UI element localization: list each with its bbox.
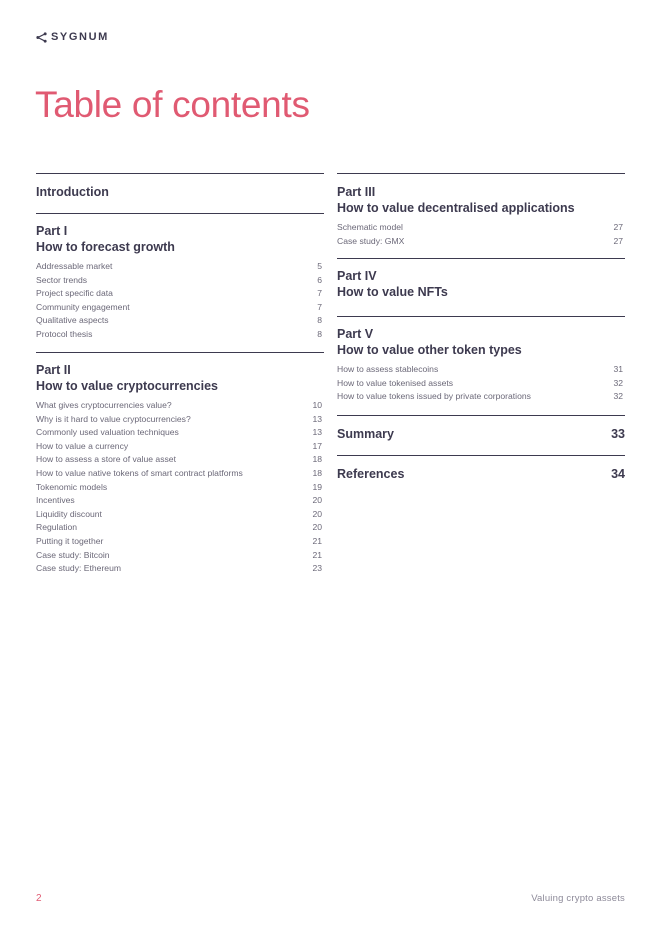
toc-item[interactable]: Commonly used valuation techniques 13 [36, 427, 322, 438]
toc-item[interactable]: Sector trends 6 [36, 274, 322, 285]
toc-left-column [36, 173, 324, 576]
toc-section-introduction [36, 173, 324, 213]
toc-item[interactable]: Protocol thesis 8 [36, 328, 322, 339]
toc-section-part5 [337, 316, 625, 415]
toc-item[interactable]: Addressable market 5 [36, 261, 322, 271]
share-chevron-icon [36, 32, 47, 43]
toc-list-part1 [36, 260, 324, 342]
toc-item[interactable]: How to value a currency 17 [36, 440, 322, 451]
toc-section-part4 [337, 258, 625, 316]
toc-link-references[interactable]: References 34 [337, 467, 625, 481]
brand-logo [36, 31, 109, 43]
toc-item[interactable]: How to value native tokens of smart contract platforms 18 [36, 467, 322, 478]
summary-page: 33 [611, 427, 625, 441]
toc-item[interactable]: Liquidity discount 20 [36, 508, 322, 519]
toc-item[interactable]: How to assess stablecoins 31 [337, 364, 623, 374]
toc-link-introduction[interactable]: Introduction [36, 185, 109, 199]
toc-link-summary[interactable]: Summary 33 [337, 427, 625, 441]
toc-item[interactable]: Schematic model 27 [337, 222, 623, 232]
toc-section-part2 [36, 352, 324, 576]
part-label: Part I [36, 224, 68, 238]
toc-section-summary [337, 415, 625, 455]
page-number: 2 [36, 893, 42, 904]
toc-list-part5 [337, 363, 625, 404]
part-title[interactable]: How to forecast growth [36, 239, 175, 254]
toc-list-part2 [36, 399, 324, 576]
part-label: Part II [36, 363, 71, 377]
part-label: Part V [337, 327, 374, 341]
references-page: 34 [611, 467, 625, 481]
part-title[interactable]: How to value cryptocurrencies [36, 378, 219, 393]
footer-doc-title: Valuing crypto assets [531, 893, 625, 904]
toc-item[interactable]: Community engagement 7 [36, 301, 322, 312]
part-title[interactable]: How to value decentralised applications [337, 200, 575, 215]
toc-item[interactable]: Tokenomic models 19 [36, 481, 322, 492]
toc-item[interactable]: How to assess a store of value asset 18 [36, 454, 322, 465]
part-label: Part III [337, 185, 376, 199]
toc-section-part1 [36, 213, 324, 352]
toc-item[interactable]: Case study: Bitcoin 21 [36, 549, 322, 560]
toc-item[interactable]: How to value tokenised assets 32 [337, 377, 623, 388]
toc-item[interactable]: What gives cryptocurrencies value? 10 [36, 400, 322, 410]
part-title[interactable]: How to value NFTs [337, 284, 448, 299]
toc-section-references [337, 455, 625, 495]
toc-right-column [337, 173, 625, 495]
toc-section-part3 [337, 173, 625, 258]
part-label: Part IV [337, 269, 377, 283]
toc-item[interactable]: Why is it hard to value cryptocurrencies? 13 [36, 413, 322, 424]
brand-name: SYGNUM [51, 31, 109, 43]
toc-item[interactable]: How to value tokens issued by private corporations 32 [337, 391, 623, 402]
toc-item[interactable]: Regulation 20 [36, 522, 322, 533]
toc-list-part3 [337, 221, 625, 248]
toc-item[interactable]: Putting it together 21 [36, 535, 322, 546]
page-title: Table of contents [35, 84, 310, 125]
toc-item[interactable]: Incentives 20 [36, 495, 322, 506]
toc-item[interactable]: Case study: GMX 27 [337, 235, 623, 246]
toc-item[interactable]: Case study: Ethereum 23 [36, 563, 322, 574]
part-title[interactable]: How to value other token types [337, 342, 522, 357]
toc-item[interactable]: Project specific data 7 [36, 288, 322, 299]
toc-item[interactable]: Qualitative aspects 8 [36, 315, 322, 326]
